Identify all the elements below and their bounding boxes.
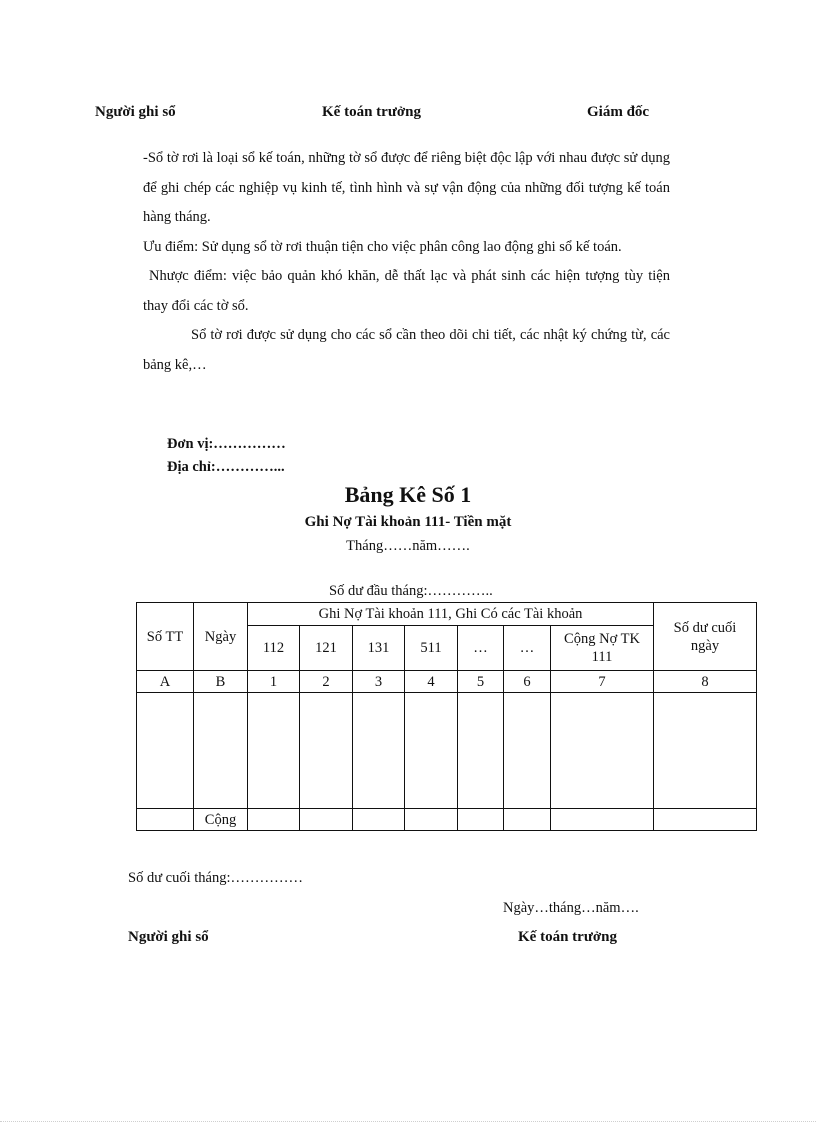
paragraph-disadvantages: Nhược điểm: việc bảo quản khó khăn, dễ thất lạc và phát sinh các hiện tượng tùy tiện thay đổi các tờ sổ. [143,268,670,314]
header-account-131: 131 [353,626,405,671]
header-total-debit [551,626,654,671]
total-row-blank [137,809,194,831]
header-debit-group: Ghi Nợ Tài khoản 111, Ghi Có các Tài khoản [248,603,654,626]
total-cell[interactable] [405,809,458,831]
form-title: Bảng Kê Số 1 [344,482,472,507]
entry-cell[interactable] [405,693,458,809]
header-account-112: 112 [248,626,300,671]
form-subtitle: Ghi Nợ Tài khoản 111- Tiền mặt [304,514,512,530]
index-cell: 5 [458,671,504,693]
bottom-signature-chief-accountant: Kế toán trưởng [518,929,617,945]
top-signature-recorder: Người ghi sổ [95,104,176,120]
header-account-511: 511 [405,626,458,671]
total-label: Cộng [194,809,248,831]
header-ngay: Ngày [194,603,248,671]
header-closing-balance: Số dư cuối ngày [654,603,757,671]
index-cell: A [137,671,194,693]
entry-cell[interactable] [458,693,504,809]
total-cell[interactable] [504,809,551,831]
total-cell[interactable] [353,809,405,831]
unit-line: Đơn vị:…………… [167,436,286,452]
index-cell: 3 [353,671,405,693]
entry-cell[interactable] [504,693,551,809]
index-cell: 4 [405,671,458,693]
data-entry-row [137,693,757,809]
header-account-other-1: … [458,626,504,671]
index-row [137,671,757,693]
closing-balance: Số dư cuối tháng:…………… [128,870,304,886]
total-row [137,809,757,831]
bottom-signature-recorder: Người ghi sổ [128,929,209,945]
paragraph-definition: -Sổ tờ rơi là loại sổ kế toán, những tờ sổ được để riêng biệt độc lập với nhau được sử dụng để ghi chép các nghiệp vụ kinh tế, tình hình và sự vận động của những đối tượng kế toán hàng tháng. [143,150,670,225]
total-cell[interactable] [458,809,504,831]
total-cell[interactable] [300,809,353,831]
paragraph-usage: Sổ tờ rơi được sử dụng cho các sổ cần theo dõi chi tiết, các nhật ký chứng từ, các bảng kê,… [143,327,670,373]
header-account-other-2: … [504,626,551,671]
top-signature-director: Giám đốc [587,104,650,120]
entry-cell[interactable] [654,693,757,809]
header-stt: Số TT [137,603,194,671]
entry-cell[interactable] [300,693,353,809]
header-account-121: 121 [300,626,353,671]
total-cell[interactable] [248,809,300,831]
index-cell: 2 [300,671,353,693]
entry-cell[interactable] [137,693,194,809]
header-total-debit-line2: 111 [591,649,613,665]
header-total-debit-line1: Cộng Nợ TK [564,631,640,647]
date-line: Ngày…tháng…năm…. [503,900,639,916]
index-cell: 1 [248,671,300,693]
entry-cell[interactable] [194,693,248,809]
index-cell: 7 [551,671,654,693]
address-line: Địa chỉ:…………... [167,459,285,475]
description-block [143,144,670,380]
total-cell[interactable] [551,809,654,831]
index-cell: 8 [654,671,757,693]
opening-balance: Số dư đầu tháng:………….. [329,583,493,599]
ledger-table [136,602,757,831]
page-bottom-rule [0,1121,816,1122]
entry-cell[interactable] [248,693,300,809]
paragraph-advantages: Ưu điểm: Sử dụng sổ tờ rơi thuận tiện cho việc phân công lao động ghi sổ kế toán. [143,238,622,255]
index-cell: B [194,671,248,693]
total-cell[interactable] [654,809,757,831]
top-signature-chief-accountant: Kế toán trưởng [322,104,421,120]
entry-cell[interactable] [551,693,654,809]
entry-cell[interactable] [353,693,405,809]
form-period: Tháng……năm……. [346,538,470,554]
index-cell: 6 [504,671,551,693]
